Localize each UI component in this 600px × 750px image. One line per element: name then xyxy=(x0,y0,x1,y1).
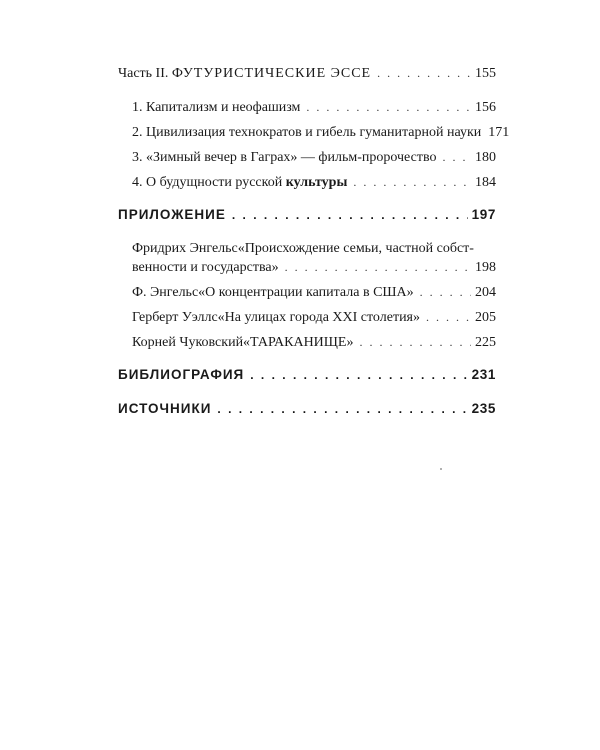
toc-page-number: 184 xyxy=(475,175,496,190)
toc-entry-title: Герберт Уэллс«На улицах города XXI столетия» xyxy=(132,310,420,325)
dot-leader xyxy=(359,333,471,351)
toc-page-number: 235 xyxy=(471,401,496,416)
toc-page-number: 225 xyxy=(475,335,496,350)
toc-page-number: 171 xyxy=(488,125,510,140)
toc-bibliography-heading xyxy=(118,366,496,384)
toc-entry-line1: Фридрих Энгельс«Происхождение семьи, частной собст- xyxy=(132,241,474,256)
toc-entry xyxy=(132,148,496,167)
dot-leader xyxy=(353,173,471,191)
toc-entry xyxy=(132,283,496,302)
toc-entry xyxy=(132,98,496,117)
toc-page-number: 197 xyxy=(471,207,496,222)
toc-entry xyxy=(132,173,496,192)
toc-page-number: 204 xyxy=(475,285,496,300)
toc-entry-title: Корней Чуковский«ТАРАКАНИЩЕ» xyxy=(132,335,354,350)
toc-entry-title: Ф. Энгельс«О концентрации капитала в США» xyxy=(132,285,414,300)
toc-part2-title xyxy=(118,65,371,83)
toc-sources-heading xyxy=(118,400,496,418)
toc-entry xyxy=(132,123,510,142)
toc-page-number: 198 xyxy=(475,260,496,275)
dot-leader xyxy=(250,366,467,384)
toc-page-number: 155 xyxy=(475,66,496,81)
toc-page-number: 180 xyxy=(475,150,496,165)
toc-entry-title: 1. Капитализм и неофашизм xyxy=(132,100,301,115)
appendix-title: ПРИЛОЖЕНИЕ xyxy=(118,207,226,222)
toc-entry-title-part: 4. О будущности русской xyxy=(132,175,286,190)
toc-page-number: 156 xyxy=(475,100,496,115)
dot-leader xyxy=(420,283,471,301)
dot-leader xyxy=(306,98,471,116)
toc-entry xyxy=(132,333,496,352)
bibliography-title: БИБЛИОГРАФИЯ xyxy=(118,367,245,382)
toc-part2-heading xyxy=(118,64,496,83)
dot-leader xyxy=(442,148,471,166)
toc-page-number: 231 xyxy=(471,367,496,382)
dot-leader xyxy=(426,308,471,326)
toc-entry-title: венности и государства» xyxy=(132,260,279,275)
toc-entry xyxy=(132,308,496,327)
dot-leader xyxy=(217,400,467,418)
dot-leader xyxy=(232,206,468,224)
sources-title: ИСТОЧНИКИ xyxy=(118,401,212,416)
dot-leader xyxy=(377,64,471,82)
toc-entry-title xyxy=(132,174,347,192)
toc-entry-title-bold: культуры xyxy=(285,175,348,190)
part2-label: Часть II. xyxy=(118,66,169,81)
paper-speck xyxy=(440,468,442,470)
toc-page-number: 205 xyxy=(475,310,496,325)
dot-leader xyxy=(285,258,471,276)
toc-appendix-heading xyxy=(118,206,496,224)
part2-title: ФУТУРИСТИЧЕСКИЕ ЭССЕ xyxy=(171,66,372,81)
toc-entry-title: 3. «Зимный вечер в Гаграх» — фильм-пророчество xyxy=(132,150,437,165)
toc-entry xyxy=(132,258,496,277)
toc-entry-title: 2. Цивилизация технократов и гибель гуманитарной науки xyxy=(132,125,482,140)
